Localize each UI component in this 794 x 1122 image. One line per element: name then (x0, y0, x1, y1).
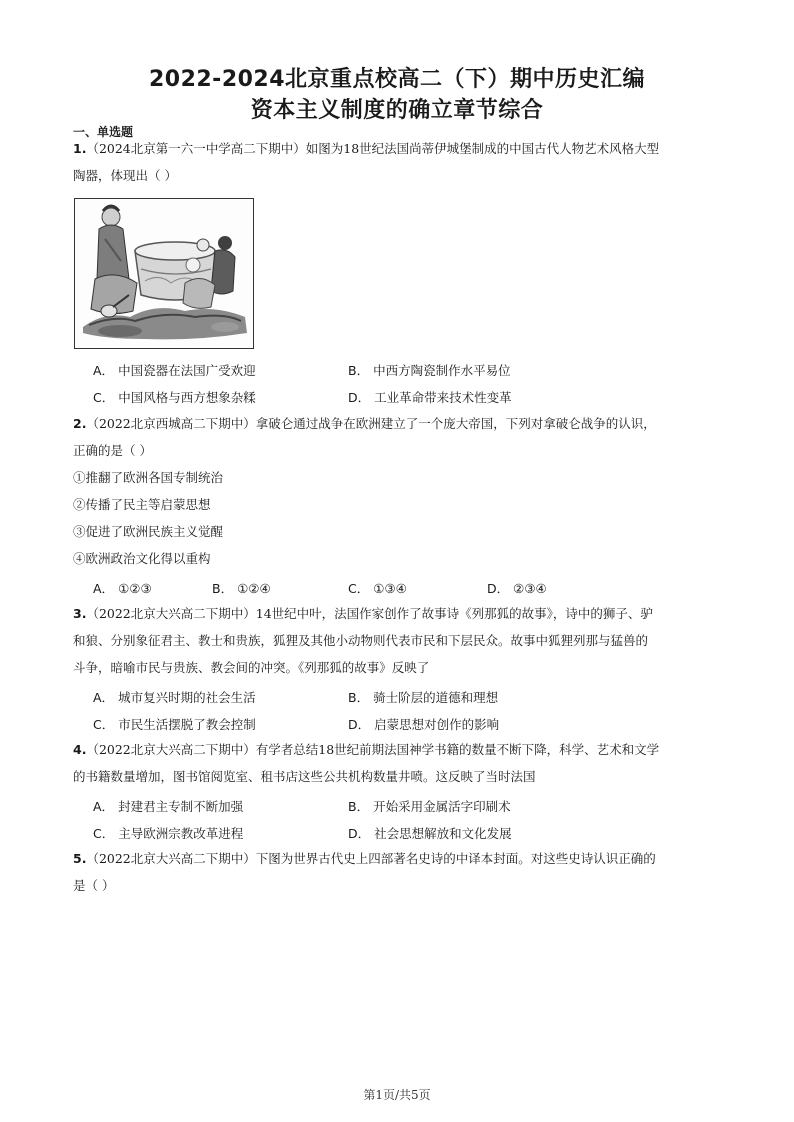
q2-option-b: B． ①②④ (212, 581, 271, 596)
question-number: 5. (73, 851, 87, 866)
q3-option-d: D． 启蒙思想对创作的影响 (348, 717, 500, 732)
q4-option-a: A． 封建君主专制不断加强 (93, 799, 244, 814)
q4-option-c: C． 主导欧洲宗教改革进程 (93, 826, 244, 841)
porcelain-photo-icon (75, 199, 253, 348)
question-number: 1. (73, 141, 87, 156)
document-title-line1: 2022-2024北京重点校高二（下）期中历史汇编 (148, 67, 646, 92)
question-3-stem (73, 606, 653, 622)
question-4-stem (73, 742, 659, 758)
question-5-stem-cont: 是（ ） (73, 878, 115, 893)
q2-option-d: D． ②③④ (487, 581, 547, 596)
question-number: 3. (73, 606, 87, 621)
question-number: 2. (73, 416, 87, 431)
section-heading: 一、单选题 (73, 125, 134, 139)
question-5-stem (73, 851, 656, 867)
q1-option-a: A． 中国瓷器在法国广受欢迎 (93, 363, 256, 378)
question-3-stem-cont2: 斗争，暗喻市民与贵族、教会间的冲突。《列那狐的故事》反映了 (73, 660, 430, 675)
question-1-stem (73, 141, 659, 157)
q2-statement-2: ②传播了民主等启蒙思想 (73, 497, 211, 512)
question-text: （2022北京大兴高二下期中）有学者总结18世纪前期法国神学书籍的数量不断下降，科学、艺术和文学 (86, 742, 660, 757)
q3-option-c: C． 市民生活摆脱了教会控制 (93, 717, 256, 732)
page-number: 第1页/共5页 (363, 1088, 431, 1102)
question-4-stem-cont: 的书籍数量增加，图书馆阅览室、租书店这些公共机构数量井喷。这反映了当时法国 (73, 769, 536, 784)
q1-option-b: B． 中西方陶瓷制作水平易位 (348, 363, 511, 378)
document-title-line2: 资本主义制度的确立章节综合 (250, 98, 544, 123)
porcelain-figure-image (74, 198, 254, 349)
question-2-stem-cont: 正确的是（ ） (73, 443, 152, 458)
q4-option-d: D． 社会思想解放和文化发展 (348, 826, 512, 841)
q2-statement-4: ④欧洲政治文化得以重构 (73, 551, 211, 566)
question-text: （2022北京西城高二下期中）拿破仑通过战争在欧洲建立了一个庞大帝国，下列对拿破仑战争的认识， (86, 416, 656, 431)
q1-option-d: D． 工业革命带来技术性变革 (348, 390, 512, 405)
question-1-stem-cont: 陶器，体现出（ ） (73, 168, 177, 183)
question-2-stem (73, 416, 656, 432)
question-text: （2022北京大兴高二下期中）14世纪中叶，法国作家创作了故事诗《列那狐的故事》，诗中的狮子、驴 (86, 606, 653, 621)
question-text: （2022北京大兴高二下期中）下图为世界古代史上四部著名史诗的中译本封面。对这些史诗认识正确的 (86, 851, 656, 866)
q4-option-b: B． 开始采用金属活字印刷术 (348, 799, 511, 814)
question-number: 4. (73, 742, 87, 757)
q2-statement-1: ①推翻了欧洲各国专制统治 (73, 470, 224, 485)
q3-option-b: B． 骑士阶层的道德和理想 (348, 690, 499, 705)
q2-statement-3: ③促进了欧洲民族主义觉醒 (73, 524, 224, 539)
q2-option-a: A． ①②③ (93, 581, 152, 596)
question-text: （2024北京第一六一中学高二下期中）如图为18世纪法国尚蒂伊城堡制成的中国古代人物艺术风格大型 (86, 141, 660, 156)
q1-option-c: C． 中国风格与西方想象杂糅 (93, 390, 256, 405)
question-3-stem-cont: 和狼、分别象征君主、教士和贵族，狐狸及其他小动物则代表市民和下层民众。故事中狐狸列那与猛兽的 (73, 633, 649, 648)
q2-option-c: C． ①③④ (348, 581, 407, 596)
q3-option-a: A． 城市复兴时期的社会生活 (93, 690, 256, 705)
